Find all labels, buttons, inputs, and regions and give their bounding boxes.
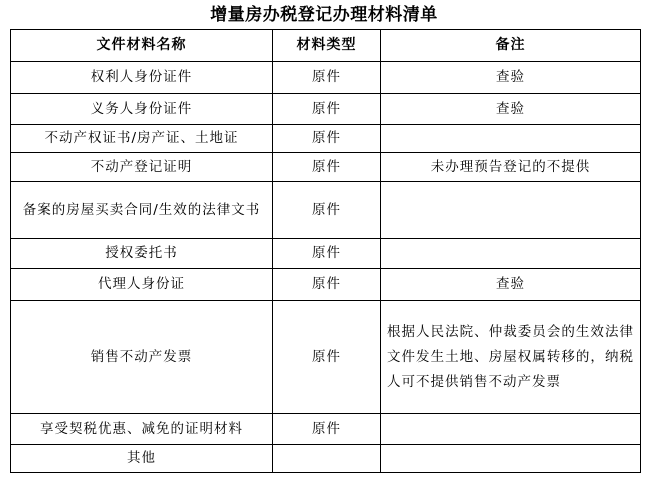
- row-note: [381, 445, 641, 473]
- row-note: [381, 125, 641, 153]
- row-name: 权利人身份证件: [11, 62, 273, 94]
- materials-table: [10, 29, 641, 473]
- row-note: [381, 239, 641, 269]
- table-row: [11, 94, 641, 125]
- table-row: [11, 62, 641, 94]
- row-name: 不动产登记证明: [11, 153, 273, 182]
- table-row: [11, 445, 641, 473]
- row-note: [381, 182, 641, 239]
- row-type: 原件: [273, 239, 381, 269]
- row-name: 授权委托书: [11, 239, 273, 269]
- row-type: 原件: [273, 414, 381, 445]
- table-row: [11, 269, 641, 301]
- header-type: 材料类型: [273, 30, 381, 62]
- table-row: [11, 301, 641, 414]
- row-name: 享受契税优惠、减免的证明材料: [11, 414, 273, 445]
- table-header-row: [11, 30, 641, 62]
- row-type: 原件: [273, 182, 381, 239]
- row-note: 查验: [381, 62, 641, 94]
- row-type: 原件: [273, 125, 381, 153]
- page-title: 增量房办税登记办理材料清单: [210, 5, 438, 25]
- table-row: [11, 239, 641, 269]
- row-name: 其他: [11, 445, 273, 473]
- header-note: 备注: [381, 30, 641, 62]
- table-row: [11, 125, 641, 153]
- row-name: 备案的房屋买卖合同/生效的法律文书: [11, 182, 273, 239]
- header-name: 文件材料名称: [11, 30, 273, 62]
- row-type: 原件: [273, 269, 381, 301]
- row-note: 查验: [381, 269, 641, 301]
- row-name: 代理人身份证: [11, 269, 273, 301]
- row-note: [381, 414, 641, 445]
- row-note: 根据人民法院、仲裁委员会的生效法律文件发生土地、房屋权属转移的，纳税人可不提供销售不动产发票: [381, 301, 641, 414]
- table-row: [11, 182, 641, 239]
- row-type: [273, 445, 381, 473]
- table-row: [11, 153, 641, 182]
- row-type: 原件: [273, 94, 381, 125]
- row-name: 义务人身份证件: [11, 94, 273, 125]
- row-note: 查验: [381, 94, 641, 125]
- row-type: 原件: [273, 301, 381, 414]
- row-note: 未办理预告登记的不提供: [381, 153, 641, 182]
- row-type: 原件: [273, 153, 381, 182]
- row-name: 不动产权证书/房产证、土地证: [11, 125, 273, 153]
- table-row: [11, 414, 641, 445]
- row-type: 原件: [273, 62, 381, 94]
- row-name: 销售不动产发票: [11, 301, 273, 414]
